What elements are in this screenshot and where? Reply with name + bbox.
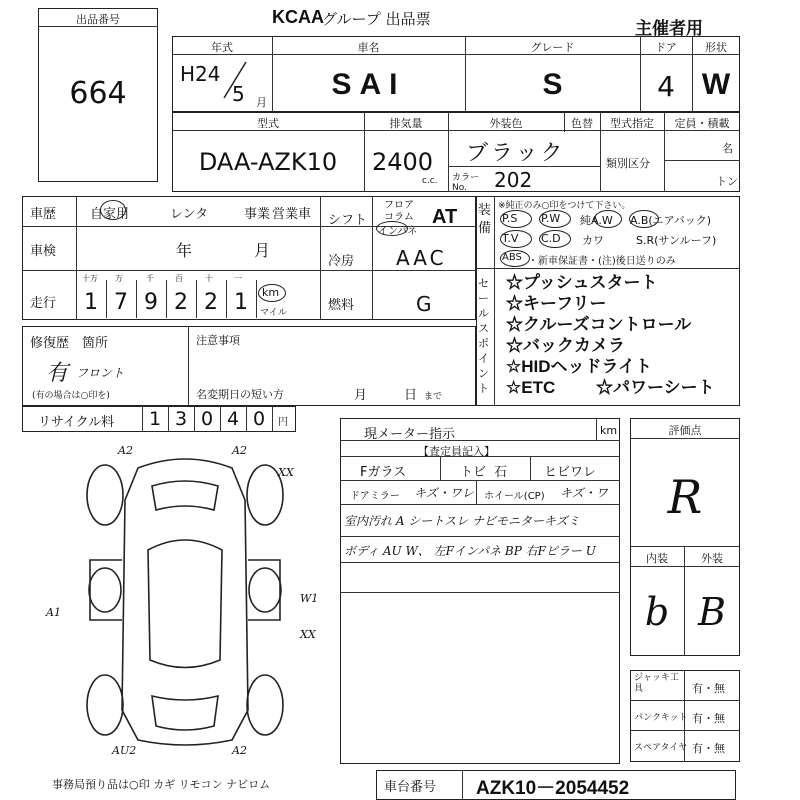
car-cabin (148, 540, 222, 668)
door-value: 4 (657, 70, 675, 103)
glass-tobi: トビ (460, 465, 487, 480)
shift-inpane: インパネ (378, 226, 418, 237)
chassis-number: AZK10－2054452 (476, 778, 630, 799)
sales-point-label: セールスポイント (478, 277, 489, 395)
recycle-digit-4: 4 (226, 408, 240, 430)
mileage-digit-2: 7 (114, 290, 128, 315)
equip-abs: ABS (502, 252, 522, 263)
recycle-label: リサイクル料 (38, 415, 115, 430)
car-trunk (152, 696, 218, 730)
grade-label: グレード (530, 41, 575, 54)
sales-point-4: ☆バックカメラ (506, 336, 625, 355)
mileage-km: km (262, 286, 280, 299)
circle-tv (500, 230, 532, 248)
displacement-value: 2400 (372, 148, 434, 176)
lot-number: 664 (69, 76, 127, 111)
tool-spare-value: 有・無 (692, 742, 725, 755)
glass-crack: ヒビワレ (544, 465, 597, 480)
capacity-person: 名 (722, 142, 733, 155)
meter-unit: km (600, 424, 618, 437)
history-rental: レンタ (170, 207, 209, 222)
car-door-left (90, 560, 122, 620)
mileage-unit-6: 一 (234, 274, 242, 283)
car-name-label: 車名 (357, 41, 380, 54)
equip-tv: T.V (502, 232, 519, 245)
inspection-label: 車検 (30, 244, 57, 259)
mirror-label: ドアミラー (350, 491, 400, 502)
equip-kawa: カワ (582, 234, 604, 247)
repair-note: (有の場合は○印を) (32, 391, 110, 401)
sales-point-3: ☆クルーズコントロール (506, 315, 692, 334)
recycle-digit-5: 0 (252, 408, 266, 430)
mileage-mile: マイル (260, 308, 287, 318)
history-private: 自家用 (90, 207, 130, 222)
inspector-label: 【査定員記入】 (418, 445, 495, 458)
notes-month: 月 (354, 388, 368, 403)
grade-value: S (542, 68, 563, 101)
sales-point-seat: ☆パワーシート (596, 378, 715, 397)
circle-aw (594, 210, 622, 228)
inspector-remark-1: 室内汚れ A シートスレ ナビモニターキズミ (344, 514, 580, 528)
notes-day: 日 (404, 388, 418, 403)
year-era: H24 (180, 62, 221, 86)
year-slash (220, 60, 250, 100)
chassis-label: 車台番号 (384, 780, 437, 795)
exterior-label: 外装 (701, 552, 723, 565)
tool-jack-value: 有・無 (692, 682, 725, 695)
color-num: 202 (494, 168, 533, 192)
displacement-unit: c.c. (422, 176, 438, 186)
tool-jack-label: ジャッキ工具 (634, 673, 679, 694)
equip-ps: P.S (502, 212, 518, 225)
equip-cd: C.D (541, 232, 561, 245)
equip-ab: A.B(エアバック) (630, 214, 712, 227)
mark-rear-right: A2 (232, 744, 247, 757)
mileage-unit-3: 千 (146, 274, 154, 283)
interior-label: 内装 (646, 552, 668, 565)
mark-rear-left: AU2 (112, 744, 137, 757)
tool-spare-label: スペアタイヤ (634, 743, 688, 753)
mileage-digit-1: 1 (84, 290, 98, 315)
mark-right-front: XX (278, 466, 294, 479)
interior-value: b (644, 590, 670, 634)
recycle-digit-1: 1 (148, 408, 162, 430)
model-label: 型式 (257, 117, 279, 130)
capacity-ton: トン (716, 175, 738, 188)
displacement-label: 排気量 (389, 117, 423, 130)
form-value: W (701, 68, 731, 101)
mark-left-side: A1 (46, 606, 61, 619)
glass-stone: 石 (494, 465, 508, 480)
form-title: グループ 出品票 (322, 10, 431, 28)
fuel-value: G (416, 292, 432, 316)
year-month-unit: 月 (256, 96, 267, 109)
wheel-rear-left (87, 675, 123, 735)
inspector-remark-2: ボディ AU W、 左Fインパネ BP 右Fピラー U (344, 544, 596, 558)
circle-ab (629, 210, 659, 228)
class-label: 類別区分 (606, 157, 650, 170)
wheel-note: キズ・ワ (560, 486, 608, 500)
notes-short-label: 名変期日の短い方 (196, 388, 284, 401)
mark-front-right: A2 (232, 444, 247, 457)
mileage-unit-4: 百 (175, 274, 183, 283)
tool-punk-label: パンクキット (634, 713, 688, 723)
shift-label: シフト (328, 213, 368, 228)
sales-point-etc: ☆ETC (506, 378, 556, 397)
circle-abs (500, 250, 530, 267)
aircon-label: 冷房 (328, 254, 355, 269)
door-label: ドア (655, 41, 677, 54)
sales-point-5: ☆HIDヘッドライト (506, 357, 653, 376)
mirror-right (249, 568, 281, 612)
fuel-label: 燃料 (328, 298, 355, 313)
mileage-unit-5: 十 (205, 274, 213, 283)
car-diagram (60, 440, 310, 760)
mileage-unit-1: 十万 (82, 274, 98, 283)
car-door-right (248, 560, 280, 620)
sponsor-label: 主催者用 (635, 19, 703, 38)
color-value: ブラック (466, 141, 566, 166)
inspection-year: 年 (176, 241, 193, 260)
glass-label: Fガラス (360, 465, 407, 480)
circle-cd (539, 230, 571, 248)
model-spec-label: 型式指定 (610, 117, 654, 130)
mileage-digit-5: 2 (204, 290, 218, 315)
history-business: 事業 (244, 207, 271, 222)
office-note: 事務局預り品は○印 カギ リモコン ナビロム (52, 778, 271, 791)
history-label: 車歴 (30, 207, 57, 222)
equip-pw: P.W (541, 212, 561, 225)
capacity-label: 定員・積載 (674, 117, 730, 130)
shift-floor: フロア (384, 200, 414, 211)
mileage-digit-6: 1 (234, 290, 248, 315)
equipment-note: ※純正のみ○印をつけて下さい。 (498, 201, 631, 211)
history-private-circle (100, 200, 126, 220)
shift-value: AT (432, 206, 458, 228)
repair-value: 有 (46, 361, 69, 386)
circle-ps (500, 210, 532, 228)
mirror-note: キズ・ワレ (414, 486, 474, 500)
equip-warranty: ・新車保証書・(注)後日送りのみ (528, 256, 676, 267)
color-label: 外装色 (489, 117, 523, 130)
circle-pw (539, 210, 571, 228)
score-label: 評価点 (668, 424, 702, 437)
shift-column: コラム (384, 212, 414, 223)
sales-point-1: ☆プッシュスタート (506, 273, 658, 292)
mileage-digit-3: 9 (144, 290, 158, 315)
mirror-left (89, 568, 121, 612)
mileage-unit-2: 万 (115, 274, 123, 283)
form-label: 形状 (705, 41, 727, 54)
equip-sr: S.R(サンルーフ) (636, 234, 717, 247)
equipment-label: 装備 (478, 203, 492, 236)
repair-label: 修復歴 (30, 336, 70, 351)
repair-place-label: 箇所 (82, 336, 109, 351)
car-name: SAI (331, 68, 406, 101)
recycle-digit-2: 3 (174, 408, 188, 430)
aircon-value: AAC (396, 246, 447, 270)
tool-punk-value: 有・無 (692, 712, 725, 725)
mileage-digit-4: 2 (174, 290, 188, 315)
brand-logo: KCAA (272, 7, 324, 27)
recycle-unit: 円 (278, 417, 288, 428)
lot-label: 出品番号 (76, 13, 120, 26)
meter-label: 現メーター指示 (364, 427, 456, 442)
year-month: 5 (232, 82, 245, 106)
recycle-digit-3: 0 (200, 408, 214, 430)
wheel-label: ホイール(CP) (484, 491, 545, 502)
mileage-km-circle (258, 284, 286, 302)
paint-change-label: 色替 (571, 117, 593, 130)
shift-inpane-circle (376, 221, 408, 236)
model-value: DAA-AZK10 (198, 148, 338, 176)
score-value: R (667, 470, 703, 524)
exterior-value: B (698, 590, 726, 634)
equip-aw: 純A.W (580, 214, 613, 227)
mark-right-rear: XX (300, 628, 316, 641)
inspection-month: 月 (254, 241, 271, 260)
year-label: 年式 (211, 41, 233, 54)
car-hood (152, 481, 218, 510)
wheel-rear-right (247, 675, 283, 735)
history-commercial: 営業車 (272, 207, 312, 222)
car-body-outline (122, 459, 248, 745)
mileage-label: 走行 (30, 296, 57, 311)
mark-front-left: A2 (118, 444, 133, 457)
repair-handwrite: フロント (76, 366, 125, 380)
mark-right-door: W1 (300, 592, 319, 605)
sales-point-2: ☆キーフリー (506, 294, 607, 313)
notes-until: まで (424, 392, 443, 402)
notes-label: 注意事項 (196, 334, 240, 347)
color-num-label: カラーNo. (452, 173, 480, 193)
wheel-front-left (87, 465, 123, 525)
